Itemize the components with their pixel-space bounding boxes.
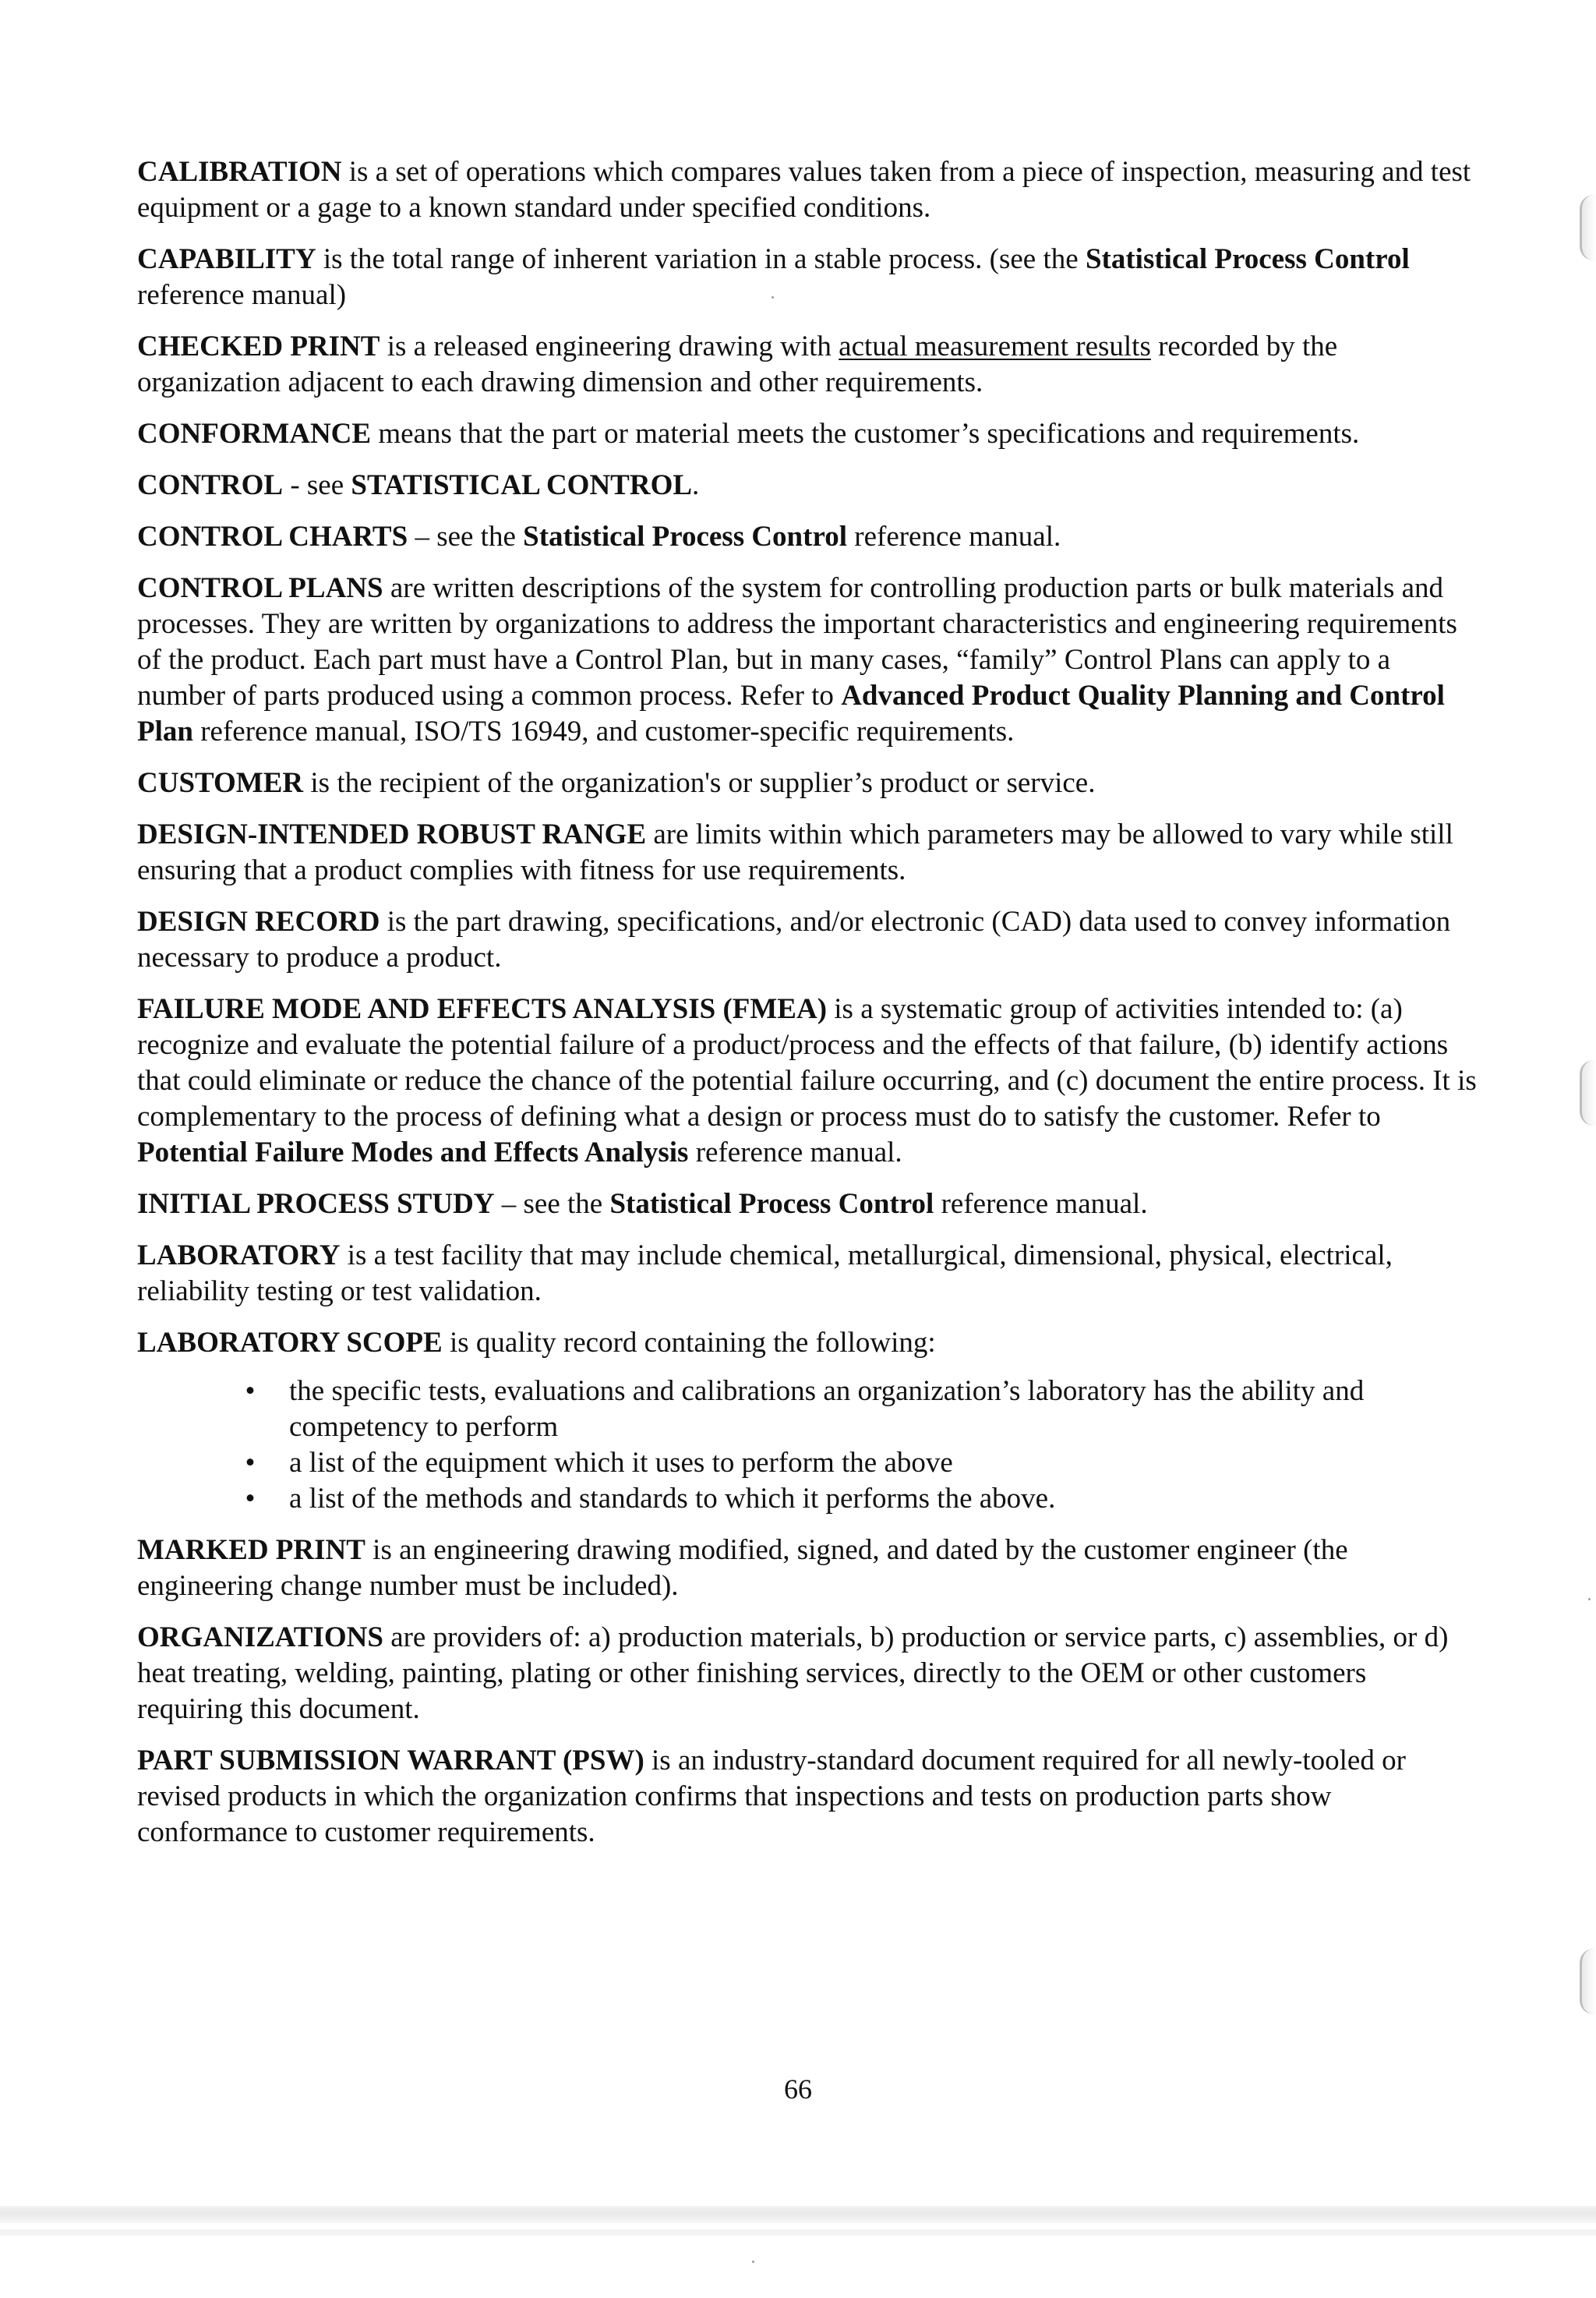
glossary-entry-control-plans: [137, 571, 1478, 750]
manual-reference: Potential Failure Modes and Effects Analysis: [137, 1137, 689, 1168]
scan-speck: [772, 296, 774, 299]
list-item-text: a list of the methods and standards to which it performs the above.: [289, 1483, 1056, 1515]
entry-term: DESIGN-INTENDED ROBUST RANGE: [137, 818, 647, 850]
entry-term: LABORATORY: [137, 1239, 341, 1271]
entry-definition: is the total range of inherent variation in a stable process. (see the: [316, 243, 1086, 275]
entry-definition-tail: reference manual): [137, 279, 347, 311]
manual-reference: Statistical Process Control: [523, 521, 847, 553]
scan-speck: [1588, 1598, 1591, 1600]
glossary-entry-laboratory-scope: [137, 1325, 1478, 1361]
page-number: 66: [784, 2074, 812, 2105]
glossary-entry-control: [137, 468, 1478, 504]
entry-definition-tail: .: [692, 469, 700, 501]
entry-definition-tail: reference manual.: [688, 1137, 902, 1168]
cross-reference: STATISTICAL CONTROL: [351, 469, 693, 501]
punch-hole-mark: [1580, 1949, 1596, 2014]
entry-definition: is a test facility that may include chemical, metallurgical, dimensional, physical, electrical, reliability testing or test validation.: [137, 1239, 1393, 1307]
entry-definition: is quality record containing the following:: [442, 1327, 936, 1359]
glossary-entry-psw: [137, 1743, 1478, 1851]
glossary-entry-calibration: [137, 154, 1478, 226]
entry-term: DESIGN RECORD: [137, 906, 380, 938]
entry-term: CONFORMANCE: [137, 418, 372, 450]
entry-definition: is an industry-standard document required for all newly-tooled or revised products in which the organization confirms that inspections and tests on production parts show conformance to customer requirements.: [137, 1745, 1406, 1848]
entry-term: FAILURE MODE AND EFFECTS ANALYSIS (FMEA): [137, 993, 828, 1025]
bullet-icon: •: [245, 1483, 256, 1515]
scan-streak: [0, 2206, 1596, 2223]
manual-reference: Statistical Process Control: [609, 1188, 934, 1220]
punch-hole-mark: [1580, 195, 1596, 260]
entry-definition-tail: reference manual.: [934, 1188, 1148, 1220]
entry-definition-tail: recorded by the organization adjacent to each drawing dimension and other requirements.: [137, 331, 1338, 398]
glossary-entry-control-charts: [137, 519, 1478, 555]
manual-reference: Advanced Product Quality Planning and Control Plan: [137, 680, 1445, 748]
entry-definition: are providers of: a) production materials, b) production or service parts, c) assemblies, or d) heat treating, welding, painting, plating or other finishing services, directly to the OEM or other customers requiring this document.: [137, 1621, 1449, 1725]
punch-hole-mark: [1580, 1060, 1596, 1126]
entry-term: CONTROL: [137, 469, 284, 501]
list-item: [137, 1445, 1478, 1481]
glossary-entry-design-intended-robust-range: [137, 817, 1478, 889]
laboratory-scope-list: [137, 1373, 1478, 1517]
entry-term: CONTROL CHARTS: [137, 521, 408, 553]
glossary-body: [137, 154, 1478, 1866]
list-item: [137, 1481, 1478, 1517]
glossary-entry-fmea: [137, 992, 1478, 1171]
entry-definition: means that the part or material meets the customer’s specifications and requirements.: [371, 418, 1360, 450]
glossary-entry-design-record: [137, 904, 1478, 976]
entry-term: CUSTOMER: [137, 767, 304, 799]
list-item-text: the specific tests, evaluations and calibrations an organization’s laboratory has the ability and competency to perform: [289, 1375, 1365, 1443]
glossary-entry-initial-process-study: [137, 1186, 1478, 1222]
entry-term: CONTROL PLANS: [137, 572, 383, 604]
entry-term: CAPABILITY: [137, 243, 316, 275]
entry-definition: is a systematic group of activities intended to: (a) recognize and evaluate the potential failure of a product/process and the effects of that failure, (b) identify actions that could eliminate or reduce the chance of the potential failure occurring, and (c) document the entire process. It is complementary to the process of defining what a design or process must do to satisfy the customer. Refer to: [137, 993, 1477, 1133]
entry-definition: is a set of operations which compares values taken from a piece of inspection, measuring and test equipment or a gage to a known standard under specified conditions.: [137, 156, 1471, 224]
entry-term: LABORATORY SCOPE: [137, 1327, 443, 1359]
entry-definition: is the part drawing, specifications, and/or electronic (CAD) data used to convey information necessary to produce a product.: [137, 906, 1451, 974]
entry-definition: – see the: [408, 521, 524, 553]
bullet-icon: •: [245, 1447, 256, 1479]
list-item-text: a list of the equipment which it uses to perform the above: [289, 1447, 953, 1479]
entry-term: CHECKED PRINT: [137, 331, 380, 362]
scan-streak: [0, 2229, 1596, 2236]
underlined-phrase: actual measurement results: [839, 331, 1151, 362]
glossary-entry-checked-print: [137, 329, 1478, 401]
glossary-entry-organizations: [137, 1620, 1478, 1727]
bullet-icon: •: [245, 1375, 256, 1407]
entry-definition-tail: reference manual.: [847, 521, 1061, 553]
list-item: [137, 1373, 1478, 1445]
entry-definition: are limits within which parameters may be allowed to vary while still ensuring that a product complies with fitness for use requirements.: [137, 818, 1453, 886]
entry-definition: is a released engineering drawing with: [380, 331, 839, 362]
manual-reference: Statistical Process Control: [1085, 243, 1410, 275]
entry-term: ORGANIZATIONS: [137, 1621, 383, 1653]
entry-term: CALIBRATION: [137, 156, 342, 188]
entry-term: MARKED PRINT: [137, 1534, 365, 1566]
entry-term: INITIAL PROCESS STUDY: [137, 1188, 495, 1220]
scan-speck: [752, 2261, 754, 2263]
entry-definition: are written descriptions of the system for controlling production parts or bulk materials and processes. They are written by organizations to address the important characteristics and engineering requirements of the product. Each part must have a Control Plan, but in many cases, “family” Control Plans can apply to a number of parts produced using a common process. Refer to: [137, 572, 1457, 712]
glossary-entry-customer: [137, 765, 1478, 801]
entry-definition: is the recipient of the organization's or supplier’s product or service.: [303, 767, 1096, 799]
entry-definition: - see: [283, 469, 351, 501]
entry-definition: – see the: [494, 1188, 610, 1220]
glossary-entry-conformance: [137, 416, 1478, 452]
entry-term: PART SUBMISSION WARRANT (PSW): [137, 1745, 644, 1777]
glossary-entry-capability: [137, 242, 1478, 313]
entry-definition-tail: reference manual, ISO/TS 16949, and customer-specific requirements.: [192, 716, 1015, 748]
entry-definition: is an engineering drawing modified, signed, and dated by the customer engineer (the engineering change number must be included).: [137, 1534, 1348, 1602]
glossary-entry-marked-print: [137, 1533, 1478, 1604]
glossary-entry-laboratory: [137, 1238, 1478, 1310]
